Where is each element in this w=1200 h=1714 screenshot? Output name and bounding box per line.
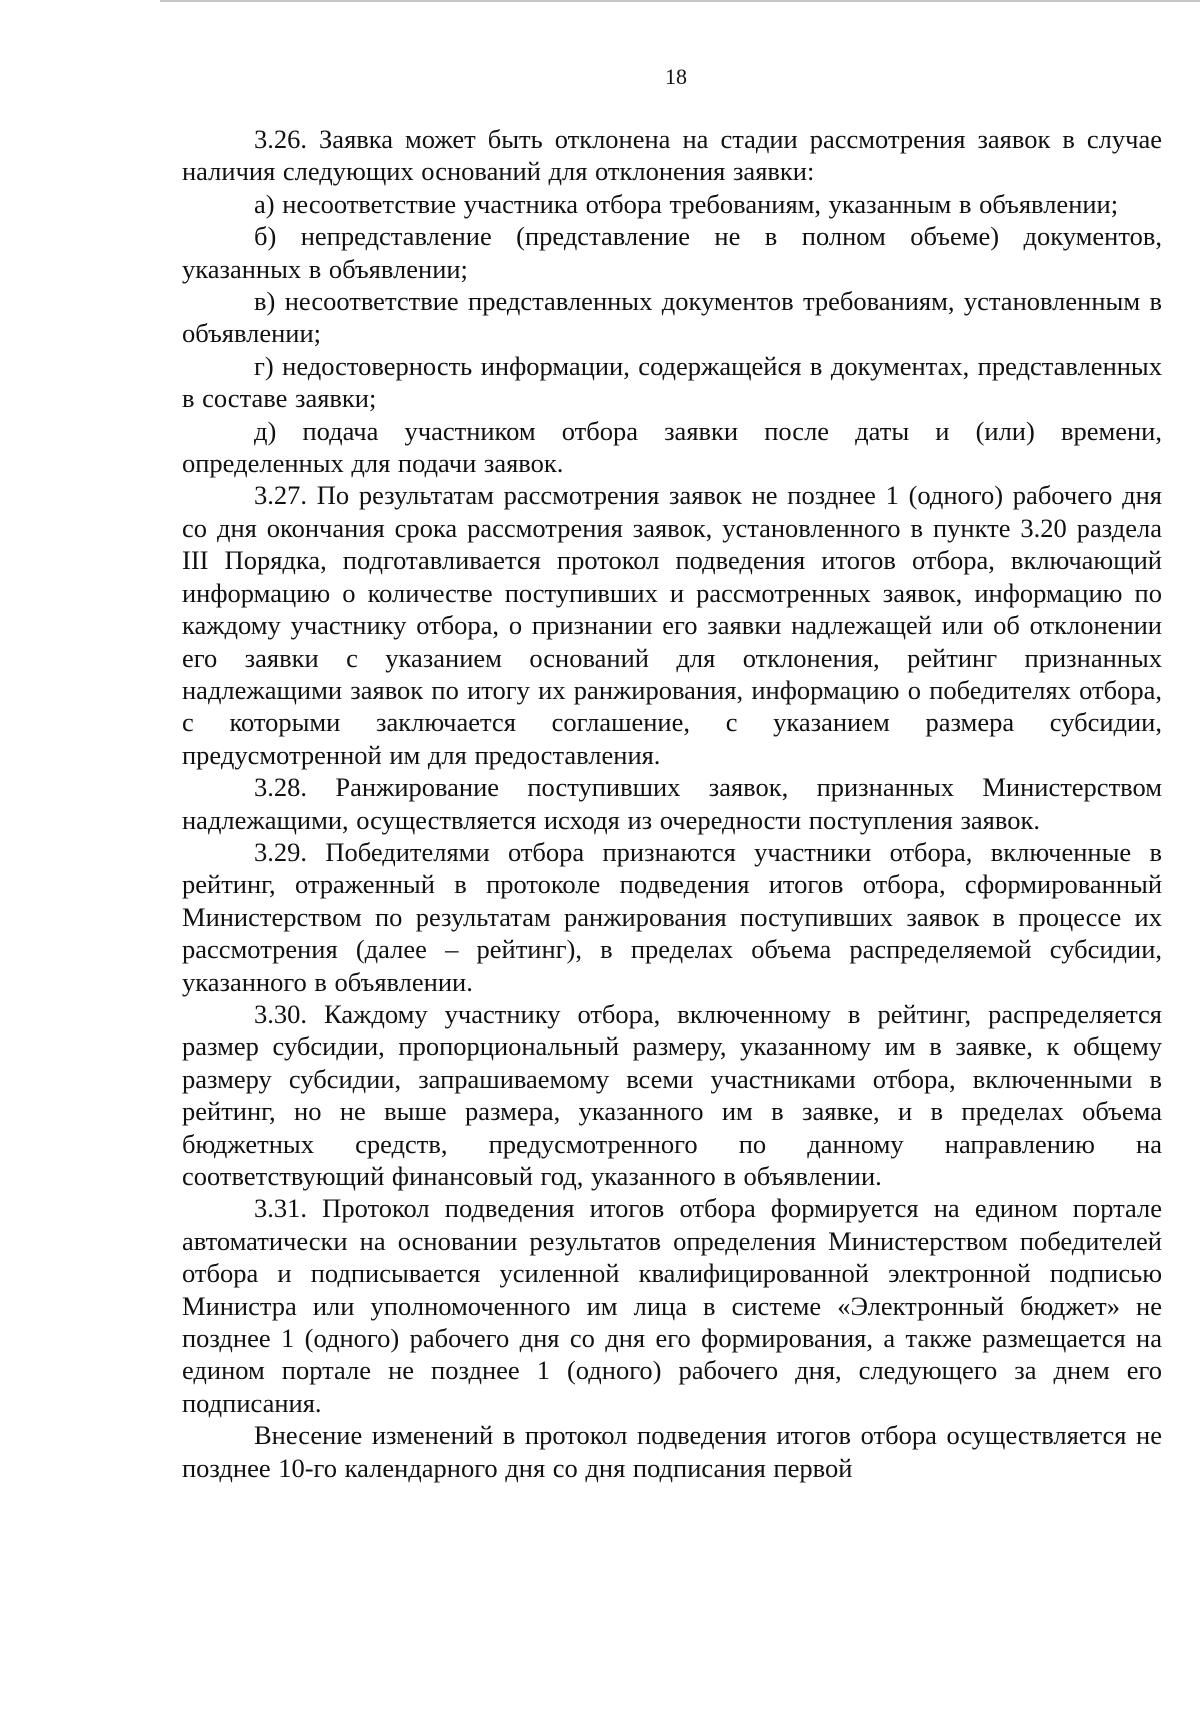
list-item-a: а) несоответствие участника отбора требованиям, указанным в объявлении; [254,188,1119,219]
paragraph-3-31: 3.31. Протокол подведения итогов отбора формируется на едином портале автоматически на основании результатов определения Министерством победителей отбора и подписывается усиленной квалифицированной электронной подписью Министра или уполномоченного им лица в системе «Электронный бюджет» не позднее 1 (одного) рабочего дня со дня его формирования, а также размещается на едином портале не позднее 1 (одного) рабочего дня, следующего за днем его подписания. [182,1193,1162,1418]
paragraph-3-29: 3.29. Победителями отбора признаются участники отбора, включенные в рейтинг, отраженный в протоколе подведения итогов отбора, сформированный Министерством по результатам ранжирования поступивших заявок в процессе их рассмотрения (далее – рейтинг), в пределах объема распределяемой субсидии, указанного в объявлении. [182,836,1162,997]
page-number: 18 [665,64,687,89]
list-item-g: г) недостоверность информации, содержащейся в документах, представленных в составе заявки; [182,350,1162,414]
paragraph-protocol-changes: Внесение изменений в протокол подведения итогов отбора осуществляется не позднее 10-го календарного дня со дня подписания первой [182,1420,1162,1483]
paragraph-3-28: 3.28. Ранжирование поступивших заявок, признанных Министерством надлежащими, осуществляется исходя из очередности поступления заявок. [182,772,1162,835]
list-item-d: д) подача участником отбора заявки после даты и (или) времени, определенных для подачи заявок. [182,415,1162,479]
paragraph-3-27: 3.27. По результатам рассмотрения заявок не позднее 1 (одного) рабочего дня со дня окончания срока рассмотрения заявок, установленного в пункте 3.20 раздела III Порядка, подготавливается протокол подведения итогов отбора, включающий информацию о количестве поступивших и рассмотренных заявок, информацию по каждому участнику отбора, о признании его заявки надлежащей или об отклонении его заявки с указанием оснований для отклонения, рейтинг признанных надлежащими заявок по итогу их ранжирования, информацию о победителях отбора, с которыми заключается соглашение, с указанием размера субсидии, предусмотренной им для предоставления. [182,480,1162,770]
paragraph-3-30: 3.30. Каждому участнику отбора, включенному в рейтинг, распределяется размер субсидии, пропорциональный размеру, указанному им в заявке, к общему размеру субсидии, запрашиваемому всеми участниками отбора, включенными в рейтинг, но не выше размера, указанного им в заявке, и в пределах объема бюджетных средств, предусмотренного по данному направлению на соответствующий финансовый год, указанного в объявлении. [182,998,1162,1191]
list-item-v: в) несоответствие представленных документов требованиям, установленным в объявлении; [182,286,1162,349]
list-item-b: б) непредставление (представление не в полном объеме) документов, указанных в объявлении; [182,221,1162,284]
paragraph-3-26: 3.26. Заявка может быть отклонена на стадии рассмотрения заявок в случае наличия следующих оснований для отклонения заявки: [182,124,1162,187]
document-body [182,123,1162,1484]
scan-top-edge [160,0,1200,2]
